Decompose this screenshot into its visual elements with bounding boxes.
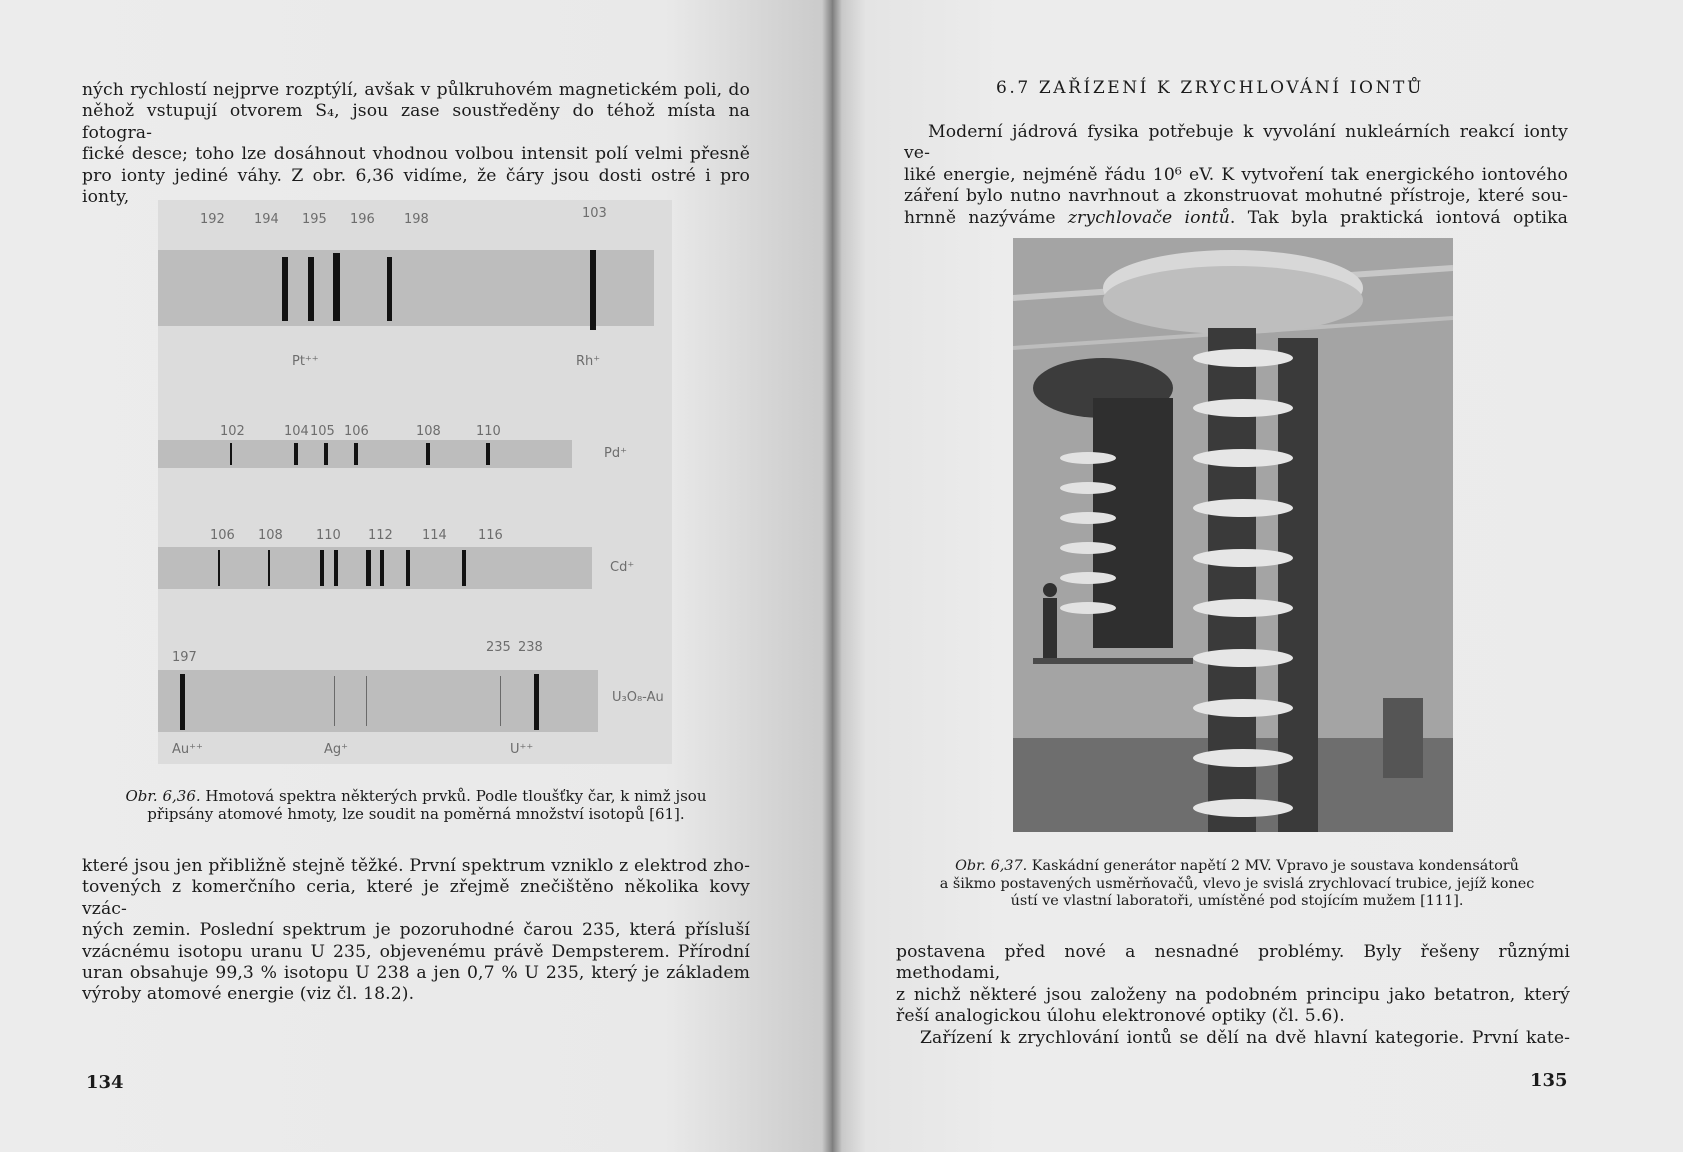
spectrum-strip-u [158,670,598,732]
spectral-line [282,257,288,321]
left-paragraph-top [82,80,750,208]
figure-caption-636 [82,788,750,823]
mass-label: 110 [476,424,501,439]
spectral-line [590,250,596,330]
spectrum-strip-pt [158,250,654,326]
spectral-line [320,550,324,586]
caption-line [904,858,1570,876]
mass-label: 110 [316,528,341,543]
spectral-line [486,443,490,465]
text-line: tovených z komerčního ceria, které je zřejmě znečištěno několika kovy vzác- [82,877,750,919]
left-page [0,0,832,1152]
spectrum-strip-cd [158,547,592,589]
text-line: ných rychlostí nejprve rozptýlí, avšak v půlkruhovém magnetickém poli, do [82,80,750,100]
text-line: postavena před nové a nesnadné problémy. Byly řešeny různými methodami, [896,942,1570,984]
element-label: Pt⁺⁺ [292,354,319,369]
spectral-line [366,676,367,726]
mass-label: 238 [518,640,543,655]
element-label: U⁺⁺ [510,742,534,757]
text-line: pro ionty jediné váhy. Z obr. 6,36 vidíme, že čáry jsou dosti ostré i pro ionty, [82,165,750,208]
element-label: Cd⁺ [610,560,635,575]
section-heading: 6.7 ZAŘÍZENÍ K ZRYCHLOVÁNÍ IONTŮ [996,78,1424,98]
cascade-generator-photo [1013,238,1453,832]
mass-label: 108 [416,424,441,439]
spectral-line [387,257,392,321]
element-label: Au⁺⁺ [172,742,203,757]
spectral-line [180,674,185,730]
mass-label: 102 [220,424,245,439]
text-span: . Tak byla praktická iontová optika [1229,207,1568,228]
italic-term: zrychlovače iontů [1067,207,1230,228]
mass-label: 195 [302,212,327,227]
mass-label: 114 [422,528,447,543]
book-gutter [822,0,842,1152]
spectral-line [218,550,220,586]
mass-label: 194 [254,212,279,227]
mass-spectra-figure [158,200,672,764]
text-line: fické desce; toho lze dosáhnout vhodnou volbou intensit polí velmi přesně [82,144,750,165]
figure-caption-637 [904,858,1570,911]
spectral-line [462,550,466,586]
spectral-line [500,676,501,726]
spectral-line [308,257,314,321]
caption-lead: Obr. 6,36. [125,787,201,805]
spectral-line [230,443,232,465]
spectral-line [426,443,430,465]
element-label: U₃O₈-Au [612,690,664,705]
right-page [832,0,1683,1152]
mass-label: 235 [486,640,511,655]
text-line: z nichž některé jsou založeny na podobném principu jako betatron, který [896,984,1570,1005]
mass-label: 105 [310,424,335,439]
caption-lead: Obr. 6,37. [955,858,1028,874]
mass-label: 103 [582,206,607,221]
spectral-line [294,443,298,465]
text-line [904,208,1568,229]
right-paragraph-bottom [896,942,1570,1049]
text-line: ných zemin. Poslední spektrum je pozoruhodné čarou 235, která přísluší [82,920,750,941]
mass-label: 198 [404,212,429,227]
text-line: výroby atomové energie (viz čl. 18.2). [82,984,415,1005]
mass-label: 106 [210,528,235,543]
mass-label: 192 [200,212,225,227]
caption-line: připsány atomové hmoty, lze soudit na poměrná množství isotopů [61]. [147,804,685,823]
text-line: vzácnému isotopu uranu U 235, objevenému právě Dempsterem. Přírodní [82,941,750,962]
page-number-right: 135 [1530,1070,1568,1091]
text-line: uran obsahuje 99,3 % isotopu U 238 a jen 0,7 % U 235, který je základem [82,963,750,984]
caption-line [82,788,750,806]
spectral-line [534,674,539,730]
spectral-line [406,550,410,586]
caption-text: Hmotová spektra některých prvků. Podle tloušťky čar, k nimž jsou [205,787,707,805]
caption-line: ústí ve vlastní laboratoři, umístěné pod stojícím mužem [111]. [1010,893,1464,909]
text-line: liké energie, nejméně řádu 10⁶ eV. K vytvoření tak energického iontového [904,164,1568,185]
mass-label: 112 [368,528,393,543]
element-label: Ag⁺ [324,742,349,757]
element-label: Rh⁺ [576,354,601,369]
text-line: Zařízení k zrychlování iontů se dělí na dvě hlavní kategorie. První kate- [920,1027,1570,1048]
mass-label: 106 [344,424,369,439]
caption-text: Kaskádní generátor napětí 2 MV. Vpravo je soustava kondensátorů [1031,858,1519,874]
text-span: hrnně nazýváme [904,207,1068,228]
photo-illustration [1013,238,1453,832]
spectral-line [334,676,335,726]
mass-label: 104 [284,424,309,439]
left-paragraph-bottom [82,856,750,1006]
text-line: Moderní jádrová fysika potřebuje k vyvolání nukleárních reakcí ionty ve- [904,122,1568,164]
text-line: které jsou jen přibližně stejně těžké. První spektrum vzniklo z elektrod zho- [82,856,750,876]
spectral-line [324,443,328,465]
mass-label: 108 [258,528,283,543]
element-label: Pd⁺ [604,446,627,461]
spectral-line [333,253,340,321]
spectral-line [268,550,270,586]
text-line: něhož vstupují otvorem S₄, jsou zase soustředěny do téhož místa na fotogra- [82,101,750,143]
spectral-line [366,550,371,586]
mass-label: 116 [478,528,503,543]
page-number-left: 134 [86,1072,124,1093]
spectrum-strip-pd [158,440,572,468]
spectral-line [354,443,358,465]
spectral-line [380,550,384,586]
mass-label: 197 [172,650,197,665]
text-line: řeší analogickou úlohu elektronové optiky (čl. 5.6). [896,1006,1345,1027]
mass-label: 196 [350,212,375,227]
text-line: záření bylo nutno navrhnout a zkonstruovat mohutné přístroje, které sou- [904,186,1568,207]
spectral-line [334,550,338,586]
caption-line: a šikmo postavených usměrňovačů, vlevo je svislá zrychlovací trubice, jejíž konec [939,875,1535,892]
right-paragraph-top [904,122,1568,229]
